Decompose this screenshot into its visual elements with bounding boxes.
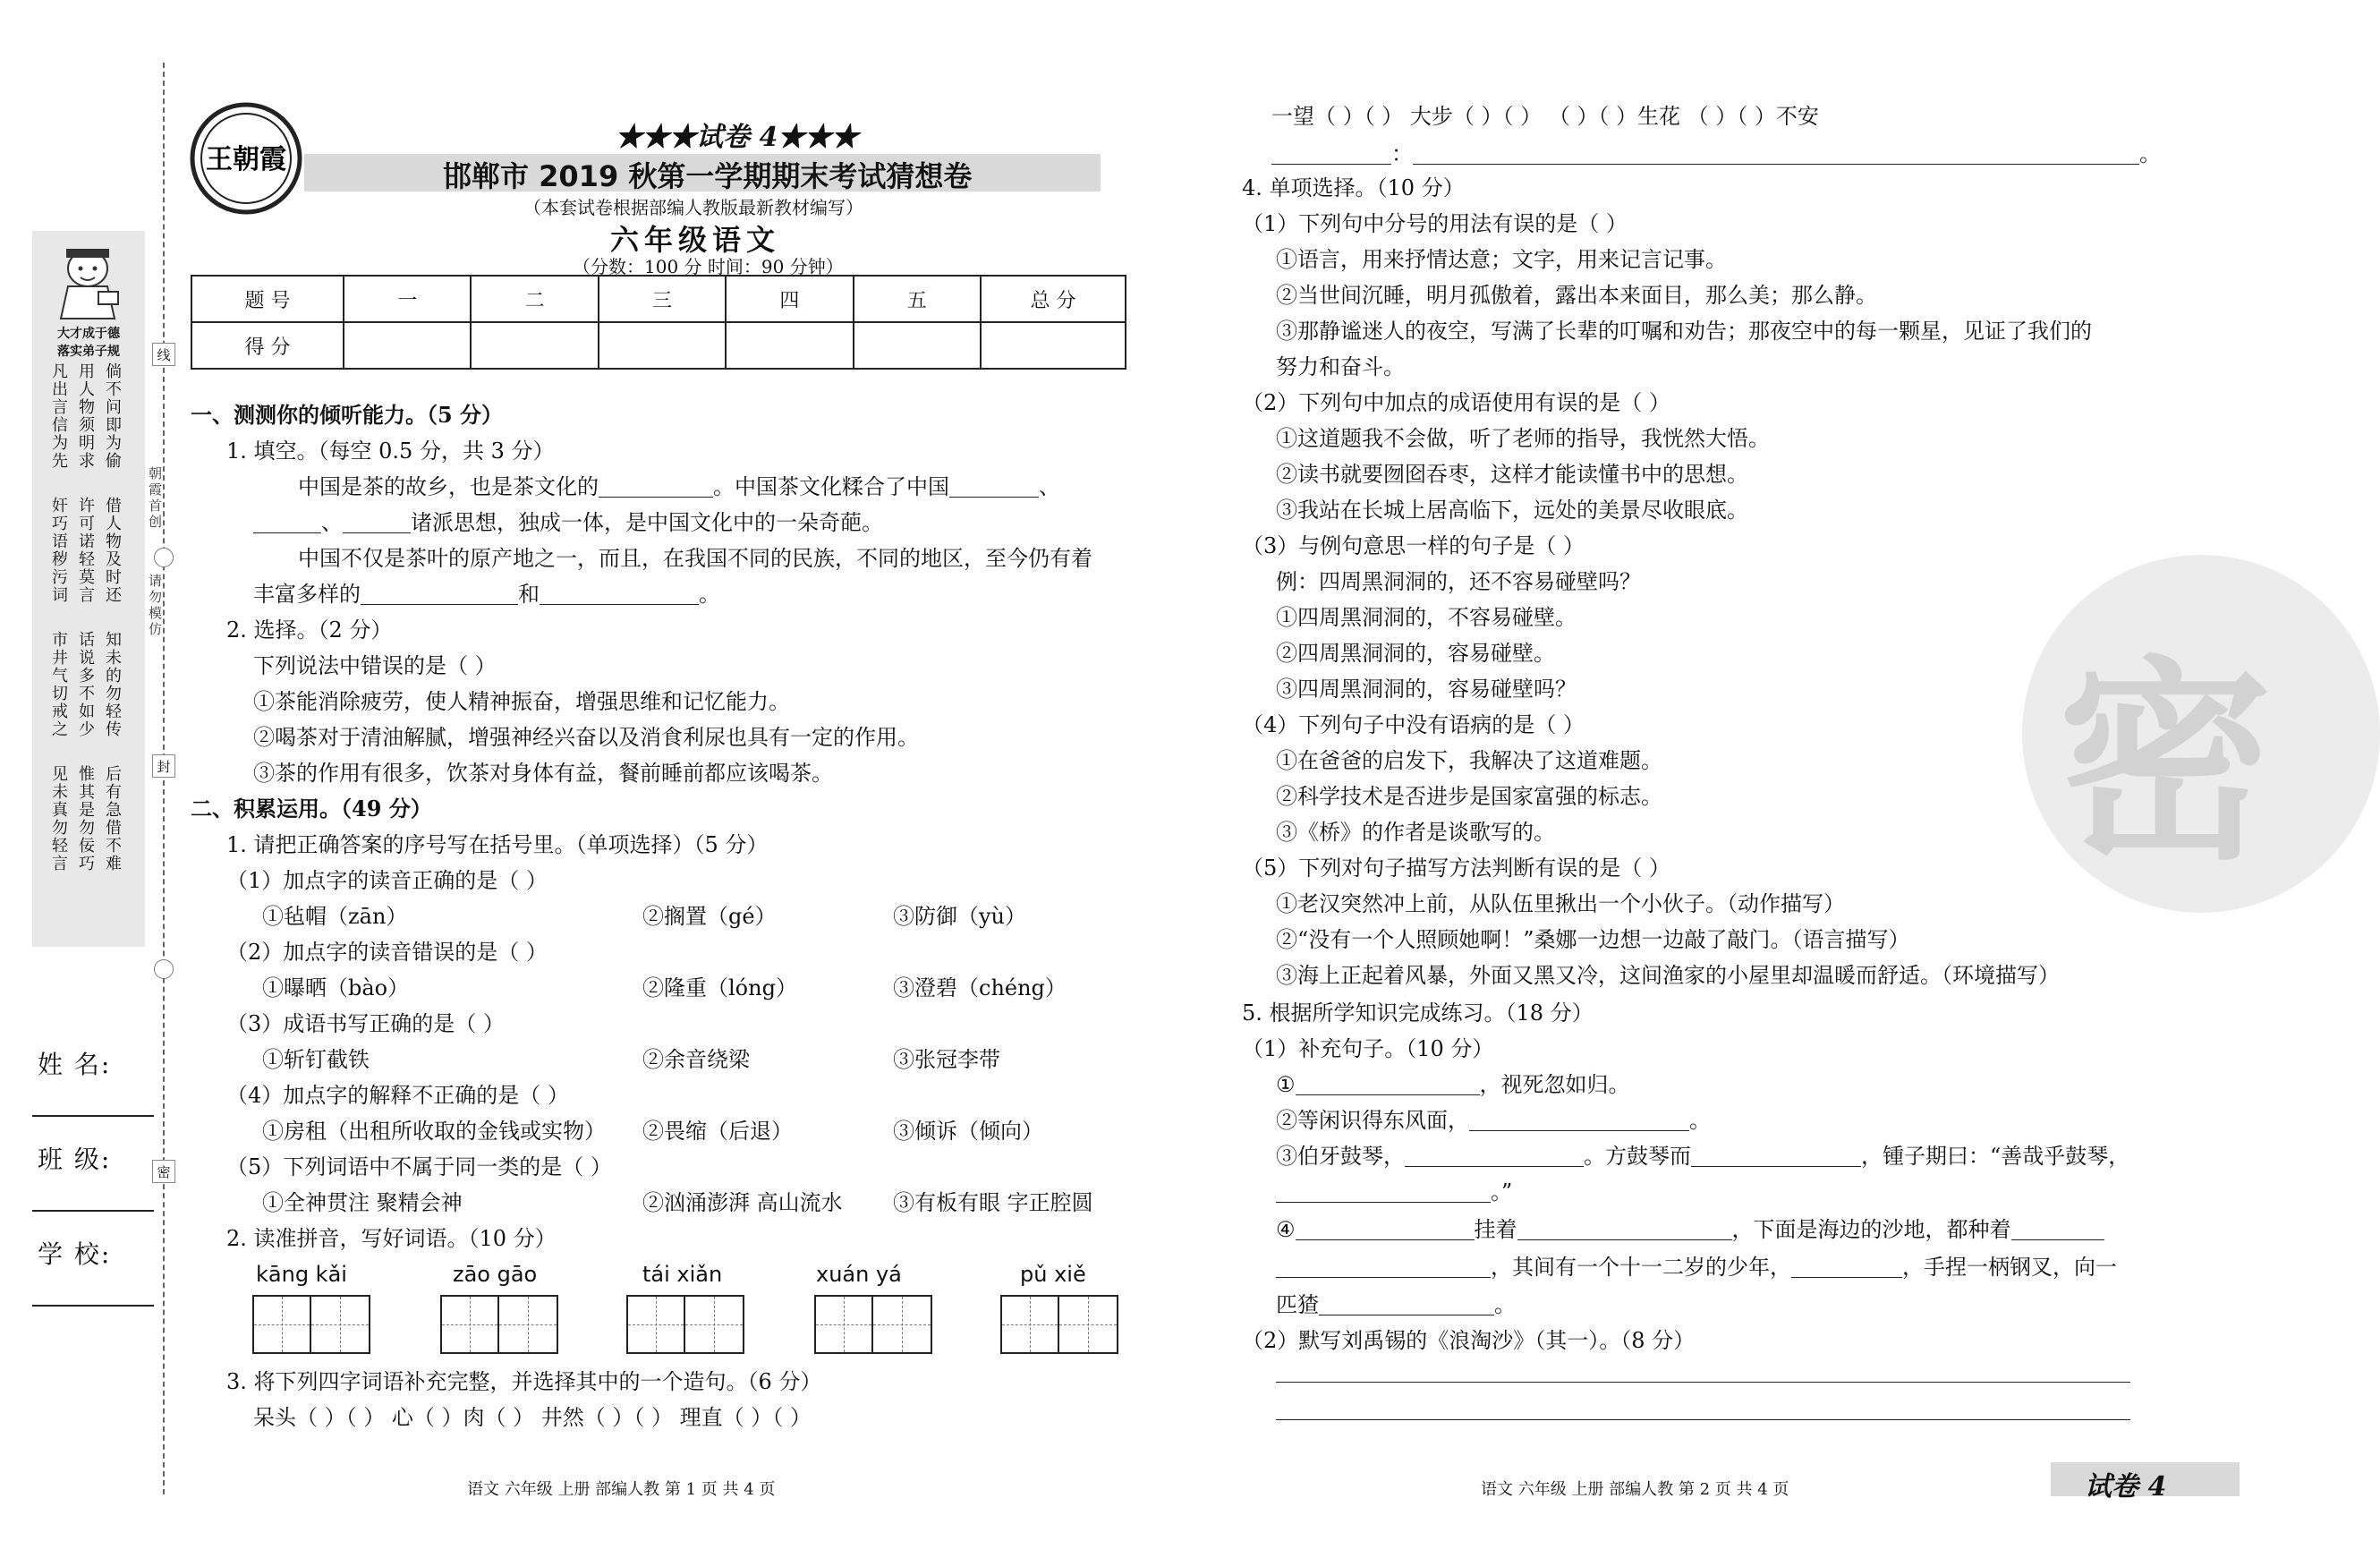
sub-question: （3）成语书写正确的是（ ） [226,1011,505,1036]
school-field[interactable] [32,1305,154,1307]
pinyin-label: zāo gāo [453,1262,538,1287]
writing-grid[interactable] [626,1295,744,1354]
score-cell[interactable] [981,322,1126,369]
option: ①斩钉截铁 [262,1047,370,1072]
binding-hole-icon [154,959,174,979]
option: ①在爸爸的启发下，我解决了这道难题。 [1276,748,1662,773]
sub-question: （2）下列句中加点的成语使用有误的是（ ） [1242,390,1670,415]
option: ③海上正起着风暴，外面又黑又冷，这间渔家的小屋里却温暖而舒适。（环境描写） [1276,963,2060,988]
idiom-fill-row: 呆头（ ）（ ） 心（ ）肉（ ） 井然（ ）（ ） 理直（ ）（ ） [253,1405,812,1430]
blank[interactable] [540,585,699,605]
passage-fill: ④ 挂着 ，下面是海边的沙地，都种着 [1276,1219,2104,1240]
question-1: 1. 填空。（每空 0.5 分，共 3 分） [226,438,555,464]
option: ②喝茶对于清油解腻，增强神经兴奋以及消食利尿也具有一定的作用。 [253,725,919,750]
question-1-text-2: 、 诸派思想，独成一体，是中国文化中的一朵奇葩。 [253,512,883,533]
motto-line-1: 大才成于德 [57,327,120,341]
binding-char-secret: 密 [152,1160,175,1183]
question-1-text: 中国是茶的故乡，也是茶文化的 。中国茶文化糅合了中国 、 [298,474,1060,499]
sub-question: （5）下列词语中不属于同一类的是（ ） [226,1154,612,1179]
question-5: 3. 将下列四字词语补充完整，并选择其中的一个造句。（6 分） [226,1369,822,1394]
binding-line [163,63,165,1494]
proverb-4: 见未真勿轻言 [52,765,68,873]
option: ③四周黑洞洞的，容易碰壁吗？ [1276,677,1577,702]
passage-fill: 匹猹 。 [1276,1292,1516,1317]
sub-question: （1）补充句子。（10 分） [1242,1036,1494,1061]
blank[interactable] [1469,1111,1689,1131]
example-sentence: 例：四周黑洞洞的，还不容易碰壁吗？ [1276,569,1641,594]
question-4: 4. 单项选择。（10 分） [1242,175,1465,200]
blank[interactable] [1405,1147,1584,1167]
scholar-mascot-icon [45,242,131,320]
name-label: 姓 名: [38,1050,112,1079]
option: ②当世间沉睡，明月孤傲着，露出本来面目，那么美；那么静。 [1276,283,1877,308]
blank[interactable] [1276,1258,1491,1278]
binding-char-seal: 封 [152,754,175,778]
option: ①房租（出租所收取的金钱或实物） [262,1119,606,1144]
option: ②余音绕梁 [642,1047,750,1072]
score-cell-header: 三 [599,276,726,322]
option: ③我站在长城上居高临下，远处的美景尽收眼底。 [1276,498,1748,523]
option: ③防御（yù） [893,904,1027,929]
sub-question: （1）下列句中分号的用法有误的是（ ） [1242,211,1628,236]
exam-info: （分数：100 分 时间：90 分钟） [573,256,844,277]
option: ①四周黑洞洞的，不容易碰壁。 [1276,605,1577,630]
option: ②畏缩（后退） [642,1119,793,1144]
question-2: 2. 选择。（2 分） [226,617,393,643]
blank[interactable] [1791,1258,1902,1278]
sub-question: （4）下列句子中没有语病的是（ ） [1242,712,1585,737]
blank[interactable] [949,478,1039,498]
blank[interactable] [1296,1076,1480,1095]
option: ②搁置（gé） [642,904,777,929]
side-note-2: 请勿模仿 [149,573,163,637]
score-row-label: 得 分 [191,322,344,369]
class-field[interactable] [32,1210,154,1212]
writing-grid[interactable] [814,1295,932,1354]
footer-right: 语文 六年级 上册 部编人教 第 2 页 共 4 页 [1481,1480,1789,1499]
poem-fill: ① ，视死忽如归。 [1276,1072,1630,1097]
idiom-fill-row: 一望（ ）（ ） 大步（ ）（ ） （ ）（ ）生花 （ ）（ ）不安 [1271,104,1819,129]
answer-line[interactable] [1276,1382,2130,1383]
logo-text: 王朝霞 [206,144,286,175]
school-label: 学 校: [38,1239,112,1269]
proverb-7: 话说多不如少 [79,631,95,739]
motto-line-2: 落实弟子规 [57,345,120,359]
option: ③《桥》的作者是谈歌写的。 [1276,820,1555,845]
question-5: 5. 根据所学知识完成练习。（18 分） [1242,1000,1594,1026]
option: ①全神贯注 聚精会神 [262,1190,463,1215]
footer-left: 语文 六年级 上册 部编人教 第 1 页 共 4 页 [467,1480,776,1499]
proverb-6: 许可诺轻莫言 [79,497,95,605]
sub-question: （3）与例句意思一样的句子是（ ） [1242,533,1585,558]
score-table-score-row [191,322,1126,369]
class-label: 班 级: [38,1145,112,1174]
proverb-10: 借人物及时还 [106,497,122,605]
question-1-text-3: 中国不仅是茶叶的原产地之一，而且，在我国不同的民族，不同的地区，至今仍有着 [298,546,1092,571]
option: ②四周黑洞洞的，容易碰壁。 [1276,641,1555,666]
option: ③张冠李带 [893,1047,1000,1072]
exam-grade: 六年级语文 [610,223,781,257]
sub-question: （2）加点字的读音错误的是（ ） [226,940,548,965]
option: ①毡帽（zān） [262,904,408,929]
blank[interactable] [361,585,518,605]
score-cell[interactable] [854,322,981,369]
proverb-5: 用人物须明求 [79,362,95,471]
blank[interactable] [2011,1221,2104,1240]
option: ②科学技术是否进步是国家富强的标志。 [1276,784,1662,809]
score-cell-header: 一 [344,276,471,322]
poem-fill: ③伯牙鼓琴， 。方鼓琴而 ，锺子期曰：“善哉乎鼓琴， [1276,1144,2130,1169]
poem-fill: ②等闲识得东风面， 。 [1276,1108,1711,1133]
option: ③倾诉（倾向） [893,1119,1043,1144]
writing-grid[interactable] [440,1295,558,1354]
section-2-heading: 二、积累运用。（49 分） [191,796,432,822]
poem-fill: 。” [1276,1181,1512,1203]
option: ③有板有眼 字正腔圆 [893,1190,1093,1215]
option: ①语言，用来抒情达意；文字，用来记言记事。 [1276,247,1727,272]
blank[interactable] [1413,145,2139,165]
blank[interactable] [599,478,713,498]
binding-char-line: 线 [152,343,175,366]
blank[interactable] [1296,1221,1475,1240]
option: ①老汉突然冲上前，从队伍里揪出一个小伙子。（动作描写） [1276,891,1845,916]
sub-question: （1）加点字的读音正确的是（ ） [226,868,548,893]
option: ③澄碧（chéng） [893,975,1067,1000]
pinyin-label: tái xiǎn [642,1262,723,1287]
option: ①这道题我不会做，听了老师的指导，我恍然大悟。 [1276,426,1770,451]
proverb-3: 市井气切戒之 [52,631,68,739]
blank[interactable] [1271,145,1391,165]
proverb-1: 凡出言信为先 [52,362,68,471]
option: ①曝晒（bào） [262,975,410,1000]
exam-subtitle: （本套试卷根据部编人教版最新教材编写） [523,197,863,218]
pinyin-label: pǔ xiě [1020,1262,1086,1287]
writing-grid[interactable] [252,1295,370,1354]
score-cell-header: 五 [854,276,981,322]
sub-question: （2）默写刘禹锡的《浪淘沙》（其一）。（8 分） [1242,1328,1696,1353]
paper-tag: 试卷 4 [2085,1471,2167,1503]
option-continued: 努力和奋斗。 [1276,354,1405,379]
name-field[interactable] [32,1115,154,1117]
question-4: 2. 读准拼音，写好词语。（10 分） [226,1226,557,1251]
sentence-line: ： 。 [1271,143,2161,165]
score-cell[interactable] [599,322,726,369]
option: ②隆重（lóng） [642,975,797,1000]
exam-title: 邯郸市 2019 秋第一学期期末考试猜想卷 [443,159,973,193]
score-cell-header: 总 分 [981,276,1126,322]
side-note-1: 朝霞首创 [149,465,163,530]
score-cell[interactable] [471,322,598,369]
sub-question: （5）下列对句子描写方法判断有误的是（ ） [1242,856,1670,881]
blank[interactable] [253,514,321,533]
writing-grid[interactable] [1000,1295,1118,1354]
proverb-8: 惟其是勿佞巧 [79,765,95,873]
pinyin-label: kāng kǎi [256,1262,347,1287]
score-cell-header: 题 号 [191,276,344,322]
question-3: 1. 请把正确答案的序号写在括号里。（单项选择）（5 分） [226,832,769,857]
option: ②“没有一个人照顾她啊！”桑娜一边想一边敲了敲门。（语言描写） [1276,927,1910,952]
paper-number: ★★★试卷 4★★★ [616,122,859,153]
answer-line[interactable] [1276,1419,2130,1420]
score-cell[interactable] [726,322,853,369]
option: ①茶能消除疲劳，使人精神振奋，增强思维和记忆能力。 [253,689,790,714]
pinyin-label: xuán yá [816,1262,902,1287]
blank[interactable] [1517,1221,1732,1240]
blank[interactable] [343,514,411,533]
watermark-char: 密 [2058,638,2274,889]
blank[interactable] [1276,1183,1491,1203]
question-1-text-4: 丰富多样的 和 。 [253,582,720,607]
option: ②读书就要囫囵吞枣，这样才能读懂书中的思想。 [1276,462,1748,487]
score-cell-header: 二 [471,276,598,322]
option: ③那静谧迷人的夜空，写满了长辈的叮嘱和劝告；那夜空中的每一颗星，见证了我们的 [1276,319,2092,344]
section-1-heading: 一、测测你的倾听能力。（5 分） [191,402,504,428]
proverb-11: 知未的勿轻传 [106,631,122,739]
proverb-9: 倘不问即为偷 [106,362,122,471]
score-table [191,275,1126,370]
score-table-header-row [191,276,1126,322]
blank[interactable] [1319,1296,1494,1315]
score-cell[interactable] [344,322,471,369]
passage-fill: ，其间有一个十一二岁的少年， ，手捏一柄钢叉，向一 [1276,1256,2117,1278]
binding-hole-icon [154,548,174,567]
option: ③茶的作用有很多，饮茶对身体有益，餐前睡前都应该喝茶。 [253,761,833,786]
blank[interactable] [1691,1147,1861,1167]
sub-question: （4）加点字的解释不正确的是（ ） [226,1083,569,1108]
question-2-stem: 下列说法中错误的是（ ） [253,653,497,678]
publisher-logo-icon [188,100,304,217]
score-cell-header: 四 [726,276,853,322]
proverb-2: 奸巧语秽污词 [52,497,68,605]
option: ②汹涌澎湃 高山流水 [642,1190,843,1215]
proverb-12: 后有急借不难 [106,765,122,873]
